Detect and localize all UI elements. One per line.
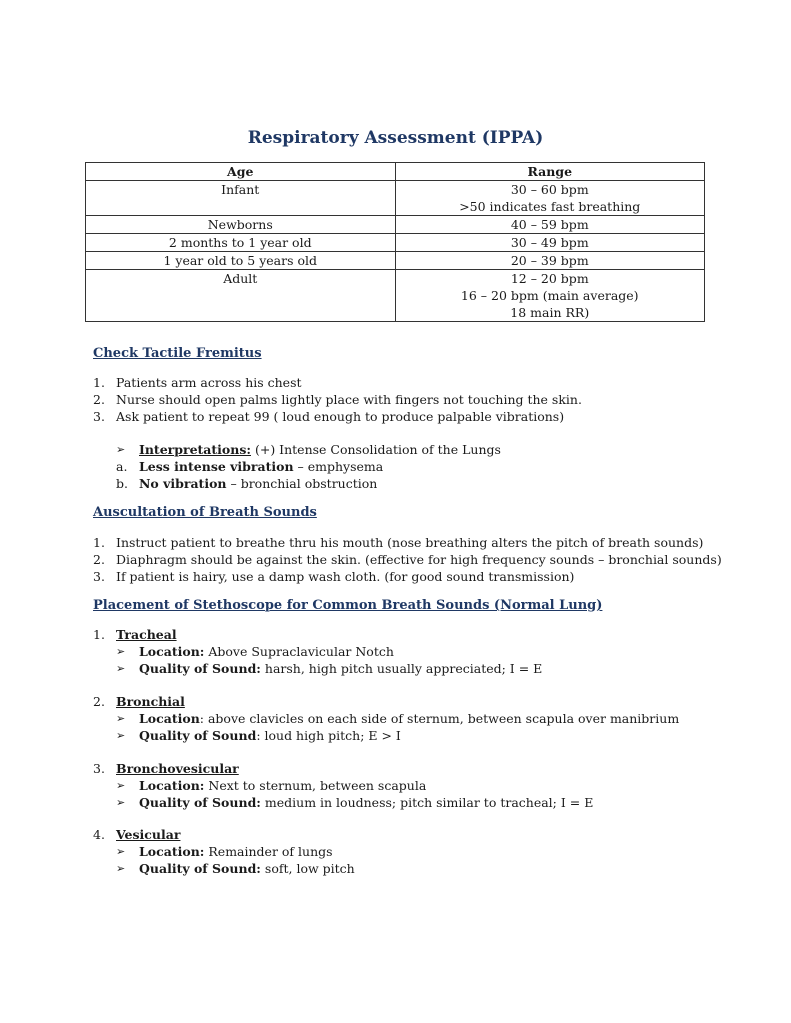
location-text: Above Supraclavicular Notch xyxy=(204,643,394,659)
range-line: 16 – 20 bpm (main average) xyxy=(460,288,639,303)
tactile-steps-list xyxy=(93,375,582,425)
list-number: 1. xyxy=(93,375,105,390)
respiratory-rate-table xyxy=(85,162,705,322)
arrow-bullet-icon: ➢ xyxy=(116,711,126,725)
quality-label: Quality of Sound: xyxy=(139,860,261,876)
quality-label: Quality of Sound xyxy=(139,727,257,743)
list-item xyxy=(93,569,722,586)
list-item xyxy=(93,844,355,861)
list-number: 3. xyxy=(93,761,105,776)
breath-sound-bronchovesicular xyxy=(93,761,593,811)
interpretation-label: No vibration xyxy=(139,475,227,491)
list-item-text: Patients arm across his chest xyxy=(116,375,302,390)
range-line: 40 – 59 bpm xyxy=(510,217,589,232)
table-header-row xyxy=(86,163,705,181)
age-cell: 1 year old to 5 years old xyxy=(86,252,396,270)
location-label: Location: xyxy=(139,843,205,859)
list-item xyxy=(116,442,501,459)
range-cell xyxy=(395,216,705,234)
range-cell xyxy=(395,252,705,270)
list-marker: b. xyxy=(116,475,128,491)
breath-sound-name: Bronchovesicular xyxy=(116,761,239,776)
list-number: 4. xyxy=(93,827,105,842)
location-label: Location xyxy=(139,710,200,726)
list-item-text: Ask patient to repeat 99 ( loud enough to produce palpable vibrations) xyxy=(116,408,565,424)
list-item xyxy=(93,409,582,426)
age-cell: 2 months to 1 year old xyxy=(86,234,396,252)
arrow-bullet-icon: ➢ xyxy=(116,661,126,675)
range-line: 12 – 20 bpm xyxy=(510,271,589,286)
quality-text: harsh, high pitch usually appreciated; I = E xyxy=(260,660,543,676)
table-row xyxy=(86,234,705,252)
list-item xyxy=(93,392,582,409)
list-item xyxy=(93,552,722,569)
arrow-bullet-icon: ➢ xyxy=(116,644,126,658)
list-item xyxy=(93,861,355,878)
location-text: Next to sternum, between scapula xyxy=(204,777,427,793)
list-item xyxy=(116,476,501,493)
arrow-bullet-icon: ➢ xyxy=(116,861,126,875)
list-item xyxy=(93,795,593,812)
list-item xyxy=(93,778,593,795)
interpretations-list xyxy=(116,442,501,492)
list-item xyxy=(93,644,542,661)
arrow-bullet-icon: ➢ xyxy=(116,844,126,858)
list-item xyxy=(93,661,542,678)
location-label: Location: xyxy=(139,777,205,793)
breath-sound-bronchial xyxy=(93,694,679,744)
range-cell xyxy=(395,270,705,322)
list-item xyxy=(93,535,722,552)
interpretation-text: – emphysema xyxy=(293,458,384,474)
quality-text: medium in loudness; pitch similar to tracheal; I = E xyxy=(260,794,594,810)
age-cell: Infant xyxy=(86,181,396,216)
range-line: 18 main RR) xyxy=(510,305,590,320)
list-item xyxy=(93,728,679,745)
arrow-bullet-icon: ➢ xyxy=(116,728,126,742)
list-item xyxy=(93,375,582,392)
list-number: 2. xyxy=(93,694,105,709)
table-row xyxy=(86,270,705,322)
list-item-text: Nurse should open palms lightly place with fingers not touching the skin. xyxy=(116,391,582,407)
range-line: 30 – 60 bpm xyxy=(510,182,589,197)
list-number: 3. xyxy=(93,408,105,424)
arrow-bullet-icon: ➢ xyxy=(116,795,126,809)
age-cell: Adult xyxy=(86,270,396,322)
range-cell xyxy=(395,181,705,216)
location-label: Location: xyxy=(139,643,205,659)
interpretations-text: (+) Intense Consolidation of the Lungs xyxy=(251,442,501,457)
list-marker: a. xyxy=(116,458,128,474)
range-cell xyxy=(395,234,705,252)
breath-sound-tracheal xyxy=(93,627,542,677)
list-item-text: Diaphragm should be against the skin. (effective for high frequency sounds – bronchial sounds) xyxy=(116,551,722,567)
section-heading-stethoscope-placement: Placement of Stethoscope for Common Breath Sounds (Normal Lung) xyxy=(93,598,603,613)
list-item xyxy=(93,711,679,728)
quality-label: Quality of Sound: xyxy=(139,660,261,676)
quality-text: : loud high pitch; E > I xyxy=(256,727,401,743)
list-number: 2. xyxy=(93,551,105,567)
interpretation-label: Less intense vibration xyxy=(139,458,294,474)
list-number: 2. xyxy=(93,391,105,407)
list-number: 1. xyxy=(93,627,105,642)
table-row xyxy=(86,252,705,270)
table-row xyxy=(86,181,705,216)
range-line: 20 – 39 bpm xyxy=(510,253,589,268)
arrow-bullet-icon: ➢ xyxy=(116,443,126,456)
table-row xyxy=(86,216,705,234)
page-title: Respiratory Assessment (IPPA) xyxy=(247,128,544,148)
location-text: Remainder of lungs xyxy=(204,843,333,859)
list-number: 1. xyxy=(93,535,105,550)
column-header-age: Age xyxy=(86,163,396,181)
auscultation-steps-list xyxy=(93,535,722,585)
list-item xyxy=(116,459,501,476)
age-cell: Newborns xyxy=(86,216,396,234)
list-item-text: If patient is hairy, use a damp wash cloth. (for good sound transmission) xyxy=(116,568,575,584)
breath-sound-vesicular xyxy=(93,827,355,877)
interpretations-label: Interpretations: xyxy=(139,442,251,457)
section-heading-auscultation: Auscultation of Breath Sounds xyxy=(93,505,317,520)
arrow-bullet-icon: ➢ xyxy=(116,778,126,792)
list-item-text: Instruct patient to breathe thru his mouth (nose breathing alters the pitch of breath sounds) xyxy=(116,535,704,550)
range-line: 30 – 49 bpm xyxy=(510,235,589,250)
quality-text: soft, low pitch xyxy=(260,860,355,876)
location-text: : above clavicles on each side of sternum, between scapula over manibrium xyxy=(199,710,680,726)
section-heading-tactile-fremitus: Check Tactile Fremitus xyxy=(93,346,262,361)
quality-label: Quality of Sound: xyxy=(139,794,261,810)
breath-sound-name: Bronchial xyxy=(116,694,185,709)
column-header-range: Range xyxy=(395,163,705,181)
breath-sound-name: Vesicular xyxy=(116,827,181,842)
range-line: >50 indicates fast breathing xyxy=(459,199,641,214)
list-number: 3. xyxy=(93,568,105,584)
breath-sound-name: Tracheal xyxy=(116,627,177,642)
interpretation-text: – bronchial obstruction xyxy=(226,475,378,491)
